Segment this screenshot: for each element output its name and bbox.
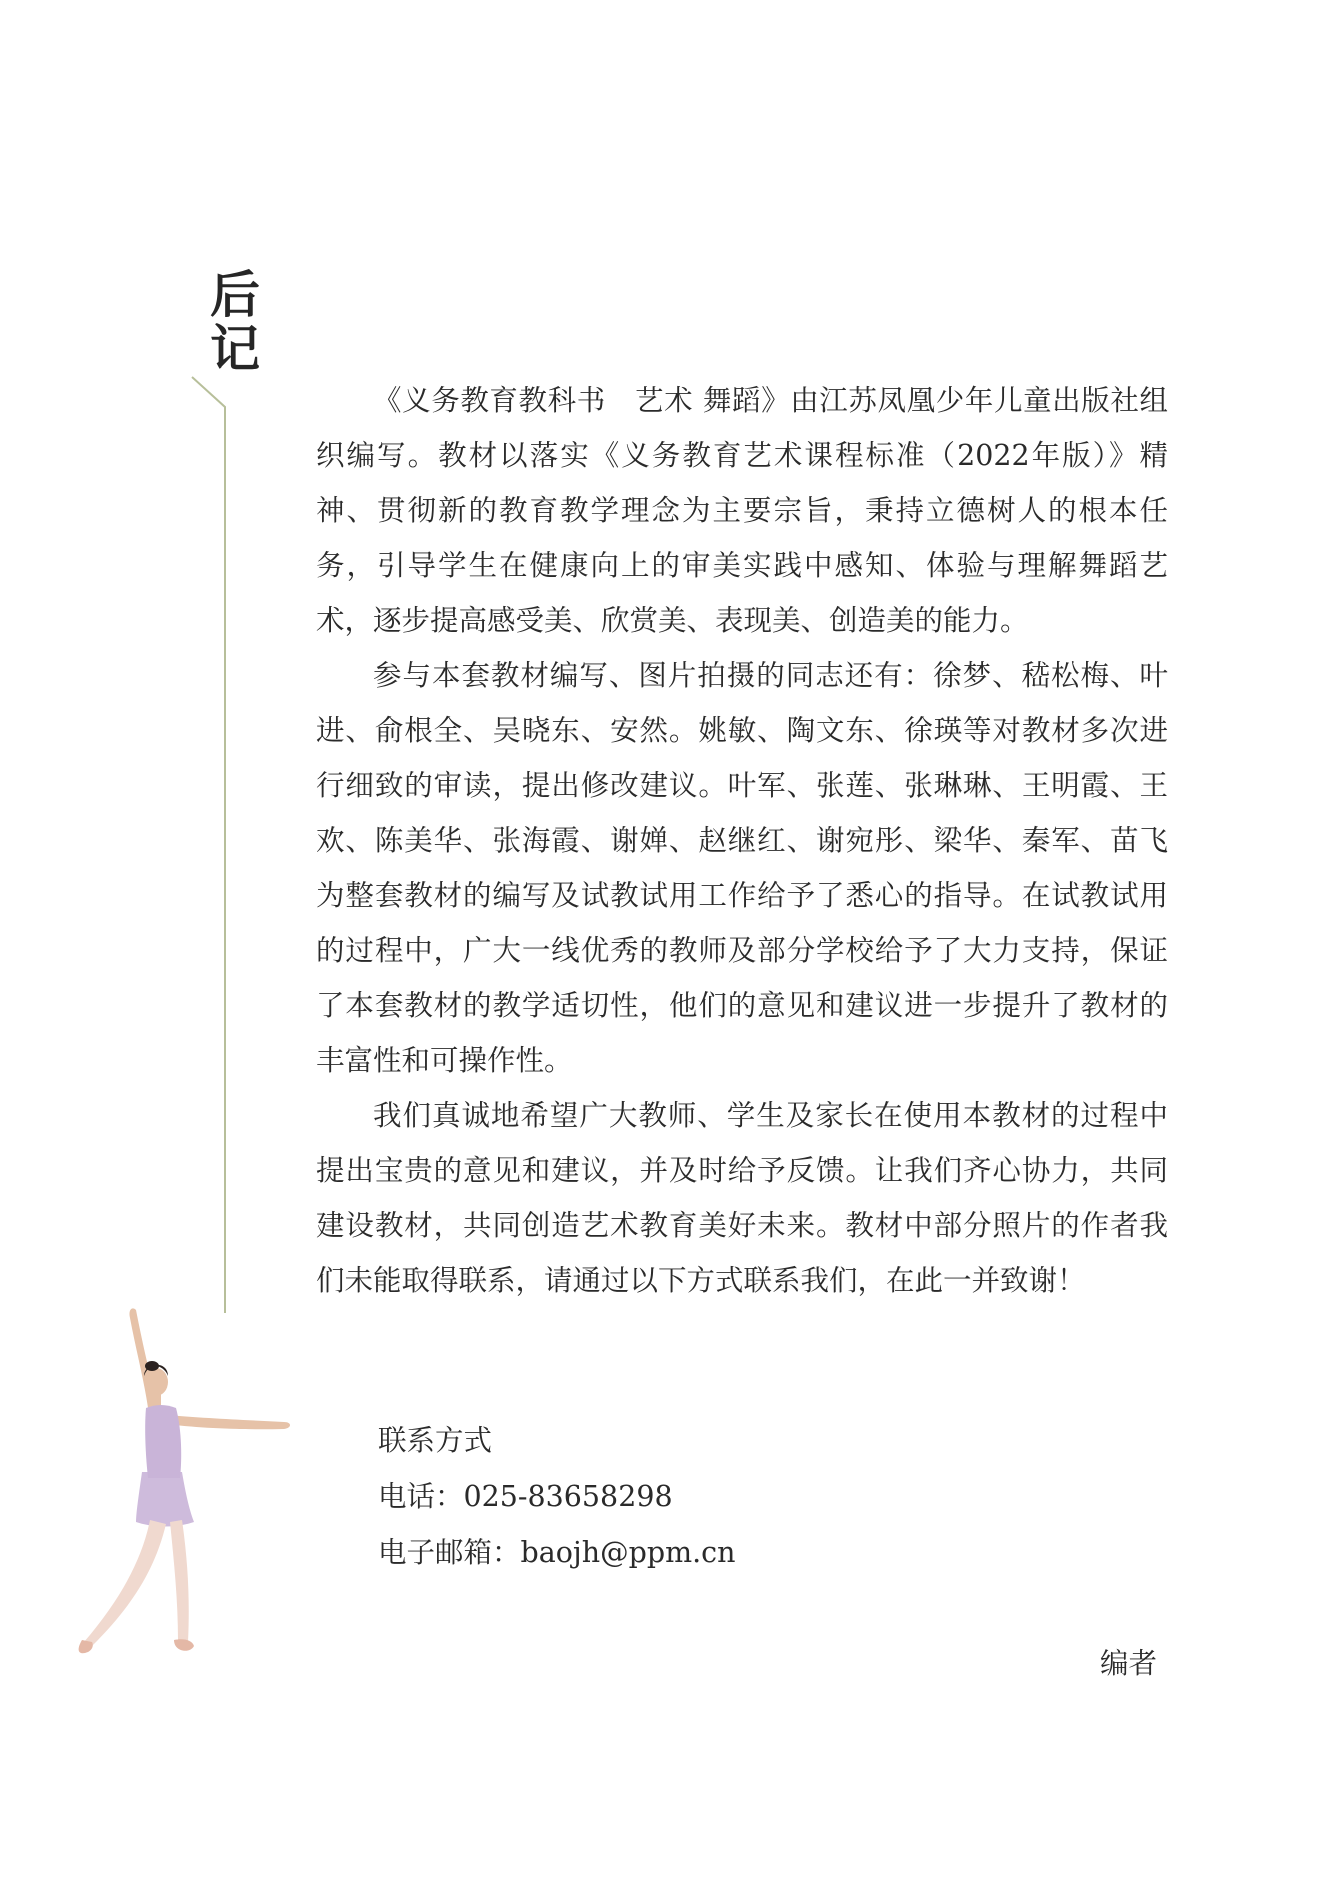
editor-signature: 编者 [1100,1647,1158,1680]
paragraph-intro: 《义务教育教科书 艺术 舞蹈》由江苏凤凰少年儿童出版社组织编写。教材以落实《义务教育艺术课程标准（2022年版）》精神、贯彻新的教育教学理念为主要宗旨，秉持立德树人的根本任务，引导学生在健康向上的审美实践中感知、体验与理解舞蹈艺术，逐步提高感受美、欣赏美、表现美、创造美的能力。 [316,384,1168,637]
paragraph-feedback: 我们真诚地希望广大教师、学生及家长在使用本教材的过程中提出宝贵的意见和建议，并及时给予反馈。让我们齐心协力，共同建设教材，共同创造艺术教育美好未来。教材中部分照片的作者我们未能取得联系，请通过以下方式联系我们，在此一并致谢！ [316,1099,1168,1297]
contact-heading: 联系方式 [378,1424,493,1457]
paragraph-acknowledgements: 参与本套教材编写、图片拍摄的同志还有：徐梦、嵇松梅、叶进、俞根全、吴晓东、安然。姚敏、陶文东、徐瑛等对教材多次进行细致的审读，提出修改建议。叶军、张莲、张琳琳、王明霞、王欢、陈美华、张海霞、谢婵、赵继红、谢宛彤、梁华、秦军、苗飞为整套教材的编写及试教试用工作给予了悉心的指导。在试教试用的过程中，广大一线优秀的教师及部分学校给予了大力支持，保证了本套教材的教学适切性，他们的意见和建议进一步提升了教材的丰富性和可操作性。 [316,659,1168,1077]
contact-phone: 电话：025-83658298 [378,1480,673,1513]
contact-block [378,1413,735,1581]
postscript-body [316,373,1168,1308]
decorative-accent-line [190,375,230,1315]
ballet-dancer-illustration [70,1300,320,1660]
contact-email[interactable]: 电子邮箱：baojh@ppm.cn [378,1536,736,1569]
page-title: 后记 [202,268,261,376]
